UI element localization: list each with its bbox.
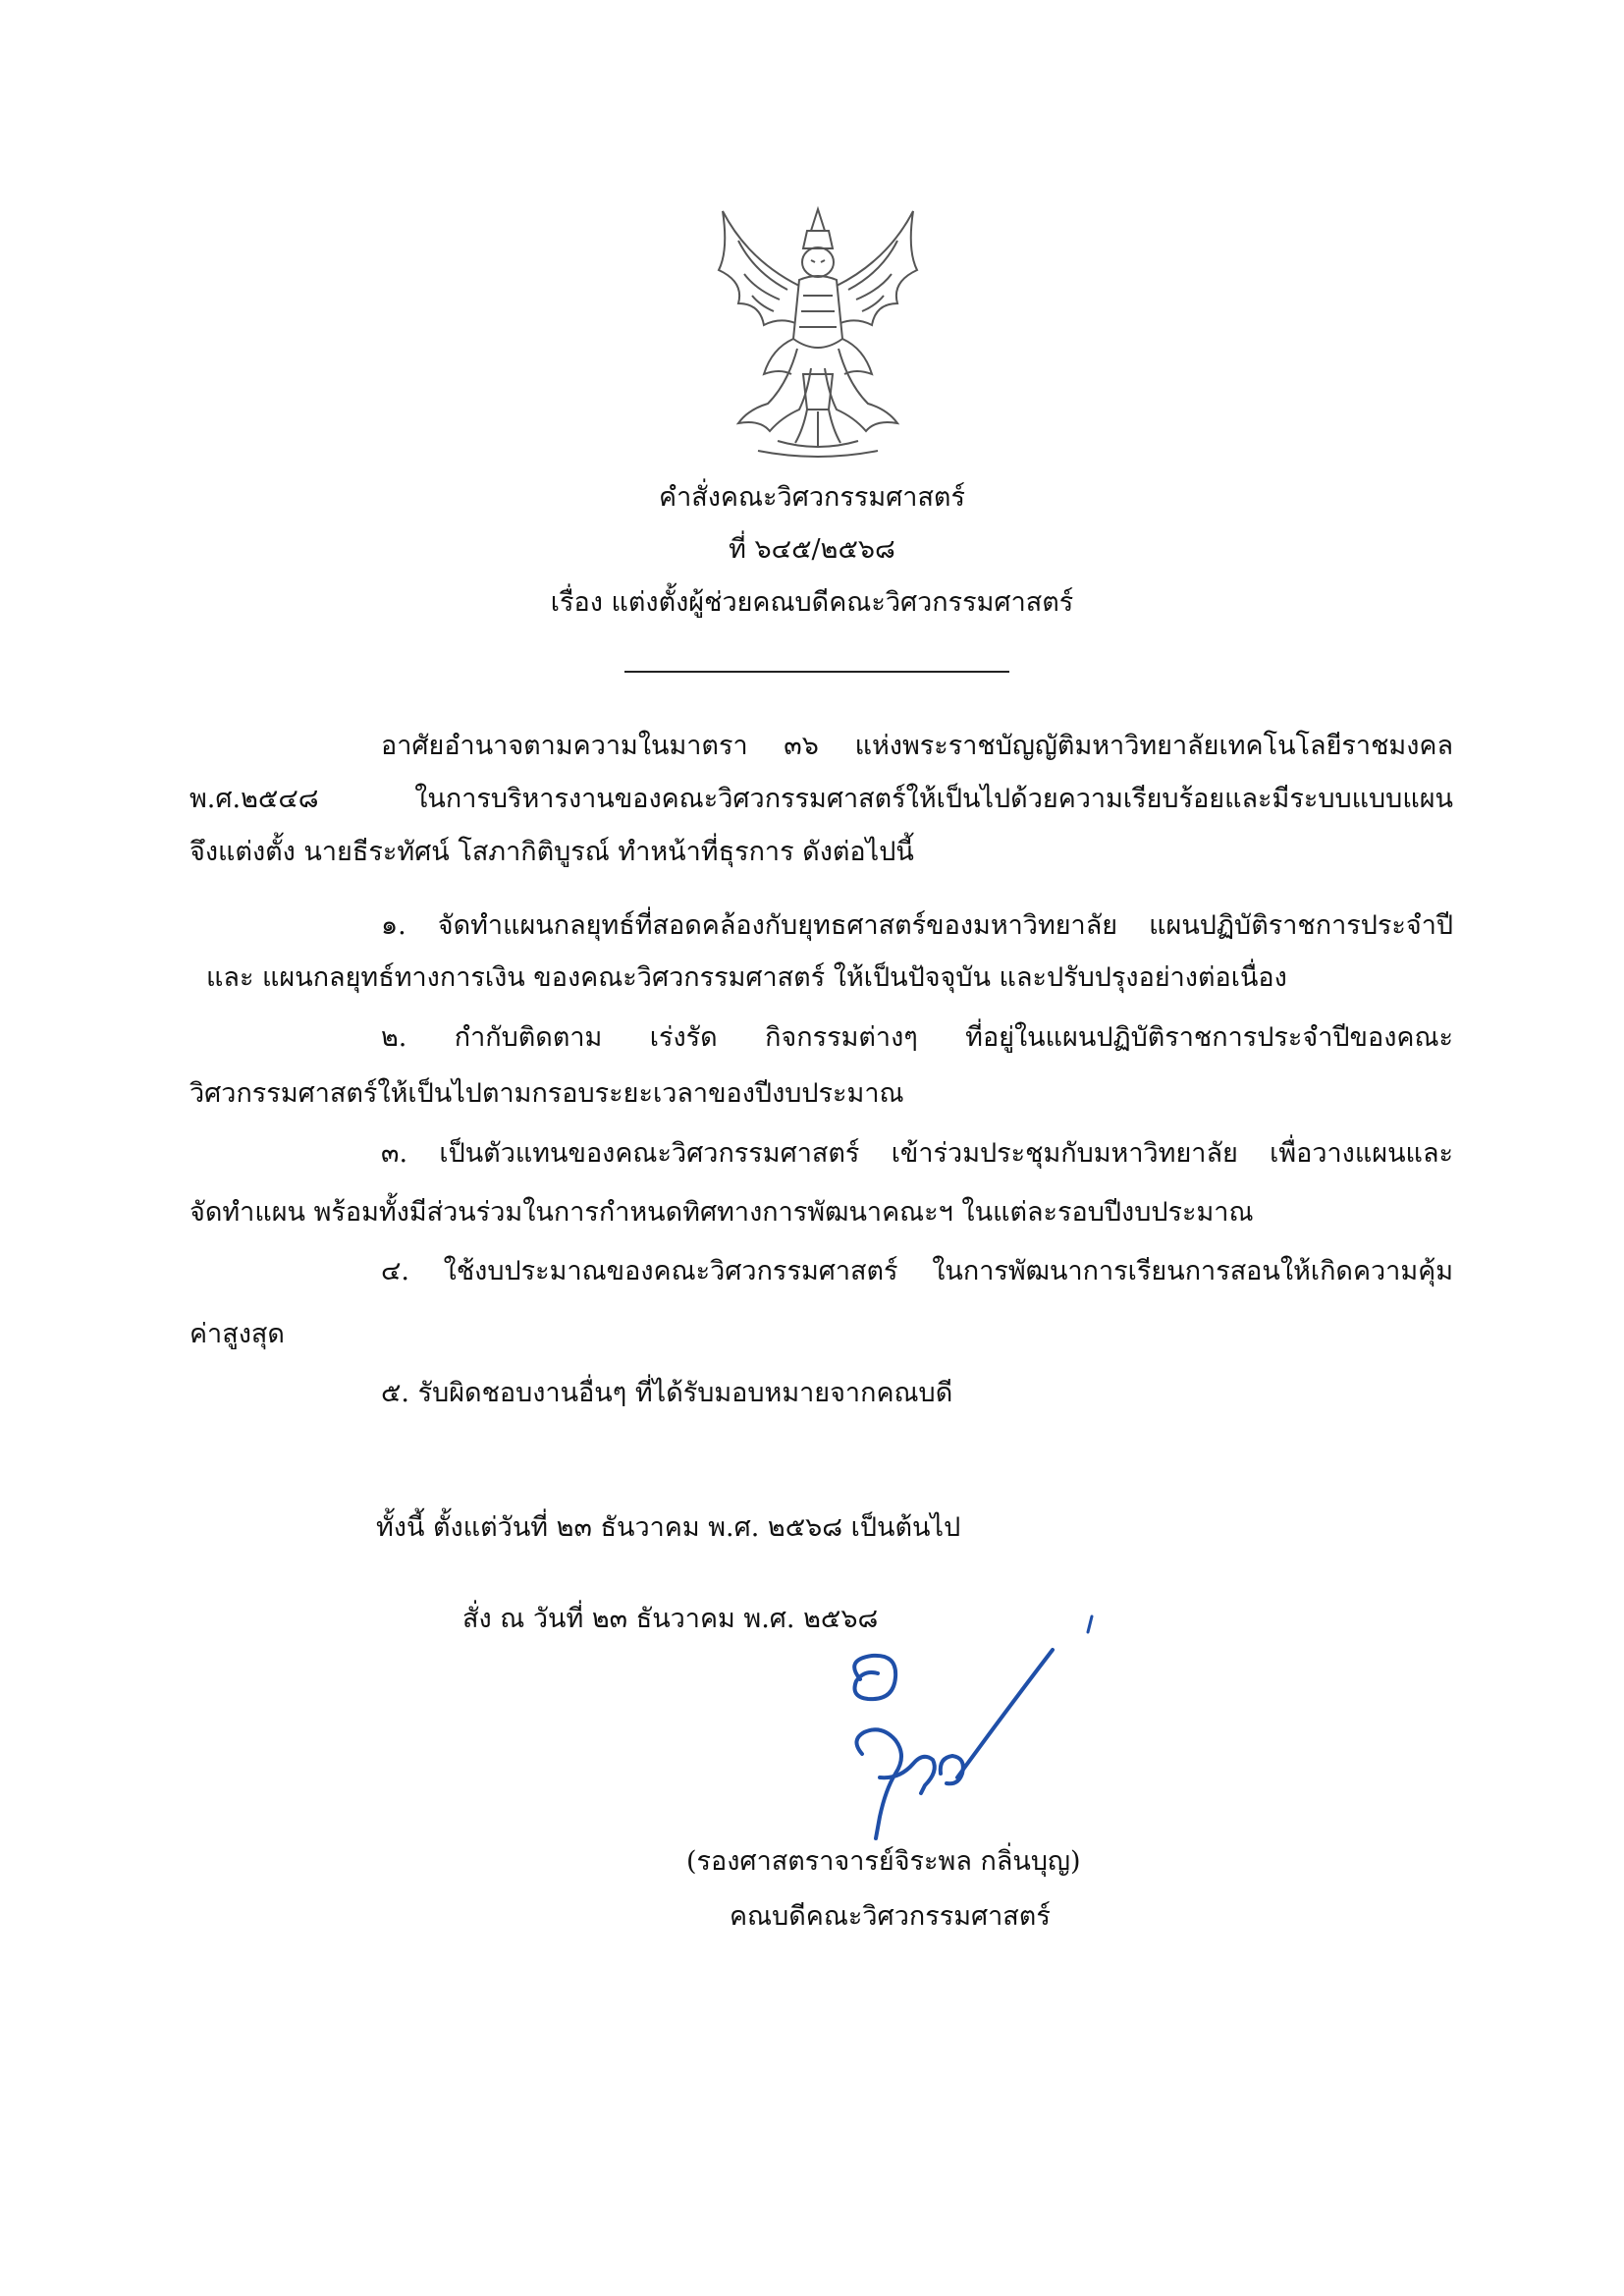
intro-line-1: อาศัยอำนาจตามความในมาตรา ๓๖ แห่งพระราชบัญญัติมหาวิทยาลัยเทคโนโลยีราชมงคล: [381, 731, 1453, 761]
document-subject: เรื่อง แต่งตั้งผู้ช่วยคณบดีคณะวิศวกรรมศาสตร์: [550, 587, 1074, 618]
item-4-line-1: ๔. ใช้งบประมาณของคณะวิศวกรรมศาสตร์ ในการพัฒนาการเรียนการสอนให้เกิดความคุ้ม: [381, 1256, 1453, 1286]
item-1-line-1: ๑. จัดทำแผนกลยุทธ์ที่สอดคล้องกับยุทธศาสตร์ของมหาวิทยาลัย แผนปฏิบัติราชการประจำปี: [381, 910, 1453, 941]
title-divider: [624, 671, 1009, 673]
item-2-line-1: ๒. กำกับติดตาม เร่งรัด กิจกรรมต่างๆ ที่อยู่ในแผนปฏิบัติราชการประจำปีของคณะ: [381, 1022, 1453, 1053]
intro-line-2: พ.ศ.๒๕๔๘ ในการบริหารงานของคณะวิศวกรรมศาสตร์ให้เป็นไปด้วยความเรียบร้อยและมีระบบแบบแผน: [189, 784, 1453, 814]
signer-title: คณบดีคณะวิศวกรรมศาสตร์: [730, 1901, 1051, 1932]
item-3-line-1: ๓. เป็นตัวแทนของคณะวิศวกรรมศาสตร์ เข้าร่วมประชุมกับมหาวิทยาลัย เพื่อวางแผนและ: [381, 1138, 1453, 1169]
garuda-emblem-icon: [709, 201, 927, 459]
pen-mark-icon: [1080, 1611, 1100, 1640]
signer-name: (รองศาสตราจารย์จิระพล กลิ่นบุญ): [686, 1846, 1081, 1877]
item-2-line-2: วิศวกรรมศาสตร์ให้เป็นไปตามกรอบระยะเวลาของปีงบประมาณ: [189, 1078, 904, 1109]
item-1-line-2: และ แผนกลยุทธ์ทางการเงิน ของคณะวิศวกรรมศาสตร์ ให้เป็นปัจจุบัน และปรับปรุงอย่างต่อเนื่อง: [206, 962, 1287, 993]
item-5-line-1: ๕. รับผิดชอบงานอื่นๆ ที่ได้รับมอบหมายจากคณบดี: [381, 1378, 953, 1408]
effective-date: ทั้งนี้ ตั้งแต่วันที่ ๒๓ ธันวาคม พ.ศ. ๒๕๖๘ เป็นต้นไป: [376, 1512, 961, 1543]
item-4-line-2: ค่าสูงสุด: [189, 1319, 285, 1349]
ordered-date: สั่ง ณ วันที่ ๒๓ ธันวาคม พ.ศ. ๒๕๖๘: [462, 1604, 879, 1634]
document-number: ที่ ๖๔๕/๒๕๖๘: [729, 534, 895, 565]
item-3-line-2: จัดทำแผน พร้อมทั้งมีส่วนร่วมในการกำหนดทิศทางการพัฒนาคณะฯ ในแต่ละรอบปีงบประมาณ: [189, 1197, 1254, 1228]
signature-icon: [785, 1630, 1080, 1866]
document-title: คำสั่งคณะวิศวกรรมศาสตร์: [659, 482, 965, 513]
intro-line-3: จึงแต่งตั้ง นายธีระทัศน์ โสภากิติบูรณ์ ทำหน้าที่ธุรการ ดังต่อไปนี้: [189, 837, 914, 867]
